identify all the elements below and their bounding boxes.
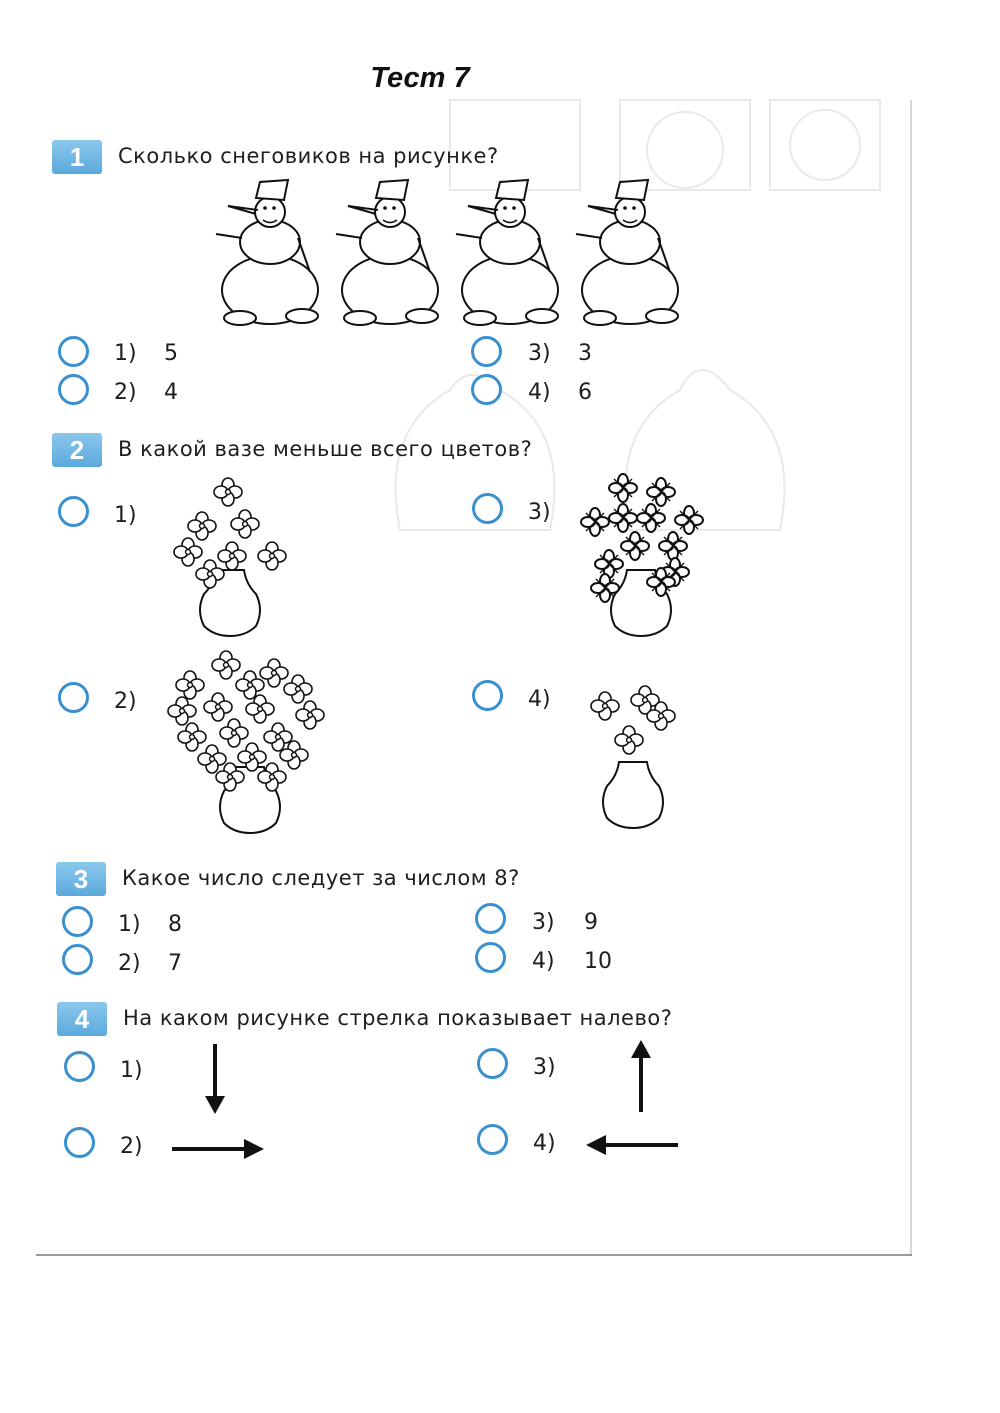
answer-radio[interactable]: [58, 336, 89, 367]
answer-value: 6: [578, 380, 592, 405]
answer-label: 1): [114, 503, 137, 528]
answer-radio[interactable]: [477, 1048, 508, 1079]
answer-label: 4): [533, 1131, 556, 1156]
sheet-edge: [36, 1254, 912, 1256]
page-title: Тест 7: [370, 62, 470, 94]
answer-radio[interactable]: [472, 493, 503, 524]
arrow-down-icon: [200, 1042, 230, 1116]
question-text: В какой вазе меньше всего цветов?: [118, 437, 533, 461]
arrow-up-icon: [626, 1038, 656, 1114]
answer-label: 2): [114, 689, 137, 714]
answer-value: 4: [164, 380, 178, 405]
question-text: На каком рисунке стрелка показывает налево?: [123, 1006, 673, 1030]
answer-radio[interactable]: [472, 680, 503, 711]
vase-7-flowers: [160, 470, 310, 642]
answer-label: 4): [528, 687, 551, 712]
vase-12-flowers: [575, 468, 715, 638]
answer-label: 1): [120, 1058, 143, 1083]
answer-radio[interactable]: [475, 942, 506, 973]
arrow-left-icon: [584, 1132, 680, 1158]
answer-radio[interactable]: [62, 944, 93, 975]
answer-label: 1): [118, 912, 141, 937]
answer-radio[interactable]: [58, 682, 89, 713]
answer-label: 4): [532, 949, 555, 974]
answer-label: 3): [528, 341, 551, 366]
sheet-edge: [910, 100, 912, 1256]
answer-radio[interactable]: [58, 496, 89, 527]
answer-label: 3): [532, 910, 555, 935]
answer-label: 3): [528, 500, 551, 525]
question-number-badge: 2: [52, 433, 102, 467]
answer-label: 3): [533, 1055, 556, 1080]
question-text: Какое число следует за числом 8?: [122, 866, 520, 890]
answer-radio[interactable]: [471, 374, 502, 405]
question-text: Сколько снеговиков на рисунке?: [118, 144, 499, 168]
answer-value: 10: [584, 949, 612, 974]
question-number-badge: 1: [52, 140, 102, 174]
answer-value: 7: [168, 951, 182, 976]
answer-value: 3: [578, 341, 592, 366]
vase-many-flowers: [160, 645, 340, 837]
answer-radio[interactable]: [471, 336, 502, 367]
answer-radio[interactable]: [475, 903, 506, 934]
answer-value: 9: [584, 910, 598, 935]
answer-radio[interactable]: [477, 1124, 508, 1155]
answer-label: 2): [120, 1134, 143, 1159]
answer-value: 8: [168, 912, 182, 937]
answer-label: 4): [528, 380, 551, 405]
answer-label: 2): [114, 380, 137, 405]
snowmen-illustration: [200, 180, 700, 330]
answer-label: 2): [118, 951, 141, 976]
answer-value: 5: [164, 341, 178, 366]
answer-radio[interactable]: [64, 1051, 95, 1082]
answer-radio[interactable]: [64, 1127, 95, 1158]
answer-radio[interactable]: [62, 906, 93, 937]
answer-label: 1): [114, 341, 137, 366]
vase-4-flowers: [575, 680, 695, 840]
question-number-badge: 3: [56, 862, 106, 896]
arrow-right-icon: [170, 1136, 266, 1162]
answer-radio[interactable]: [58, 374, 89, 405]
question-number-badge: 4: [57, 1002, 107, 1036]
